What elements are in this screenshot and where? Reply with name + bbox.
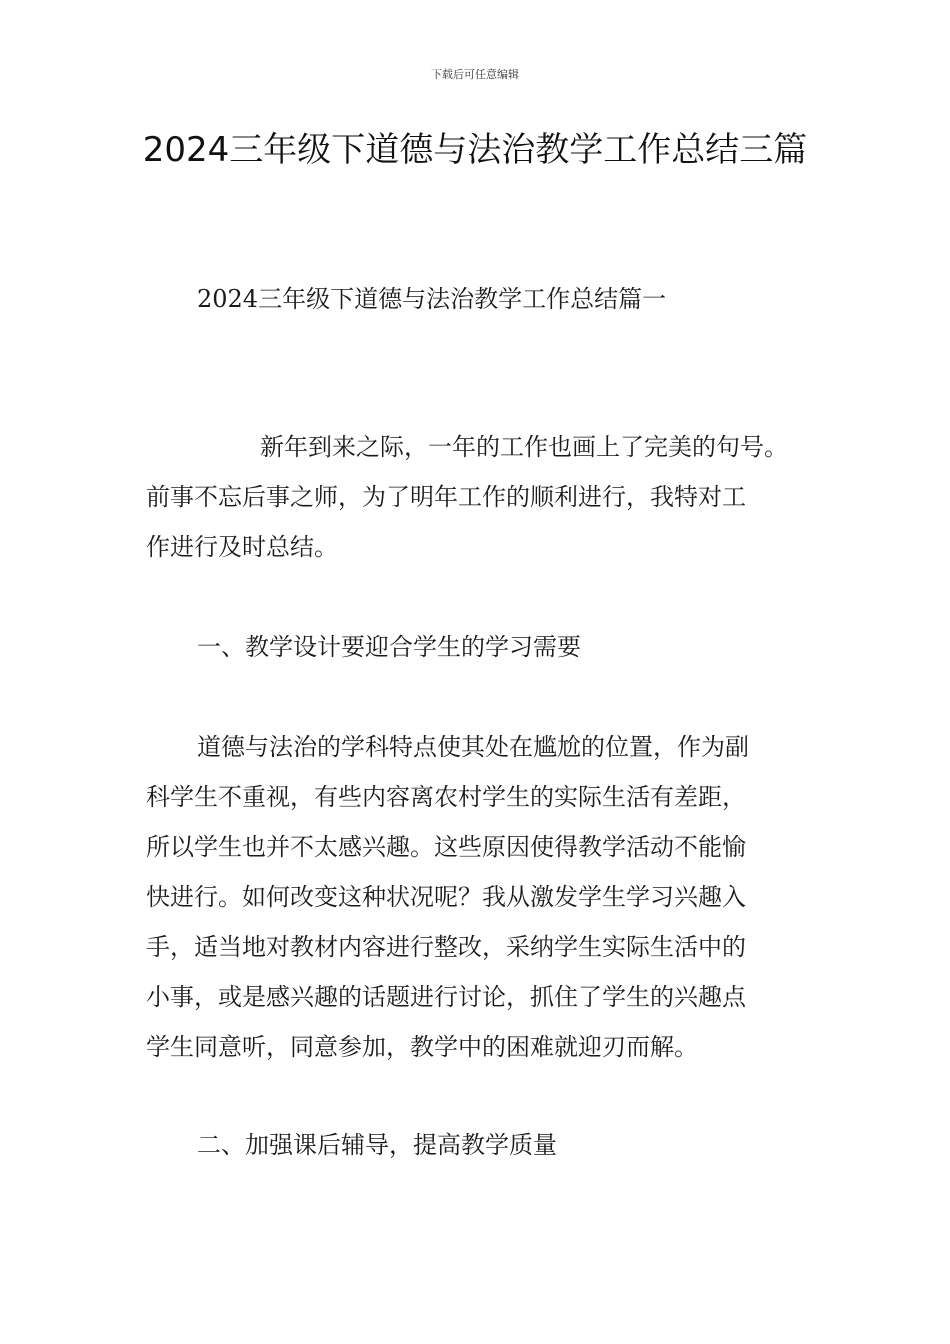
section-heading-1: 一、教学设计要迎合学生的学习需要 [197,633,581,661]
paragraph-line: 前事不忘后事之师，为了明年工作的顺利进行，我特对工 [146,483,746,511]
paragraph-line: 所以学生也并不太感兴趣。这些原因使得教学活动不能愉 [146,833,746,861]
header-note: 下载后可任意编辑 [431,68,519,81]
paragraph-line: 小事，或是感兴趣的话题进行讨论，抓住了学生的兴趣点 [146,983,746,1011]
section-subtitle: 2024三年级下道德与法治教学工作总结篇一 [197,285,667,313]
document-title: 2024三年级下道德与法治教学工作总结三篇 [142,130,808,170]
paragraph-line: 科学生不重视，有些内容离农村学生的实际生活有差距， [146,783,746,811]
paragraph-line: 道德与法治的学科特点使其处在尴尬的位置，作为副 [197,733,749,761]
paragraph-line: 新年到来之际，一年的工作也画上了完美的句号。 [260,433,788,461]
section-heading-2: 二、加强课后辅导，提高教学质量 [197,1131,557,1159]
paragraph-line: 手，适当地对教材内容进行整改，采纳学生实际生活中的 [146,933,746,961]
paragraph-line: 学生同意听，同意参加，教学中的困难就迎刃而解。 [146,1033,698,1061]
paragraph-line: 快进行。如何改变这种状况呢？我从激发学生学习兴趣入 [146,883,746,911]
paragraph-line: 作进行及时总结。 [146,533,338,561]
